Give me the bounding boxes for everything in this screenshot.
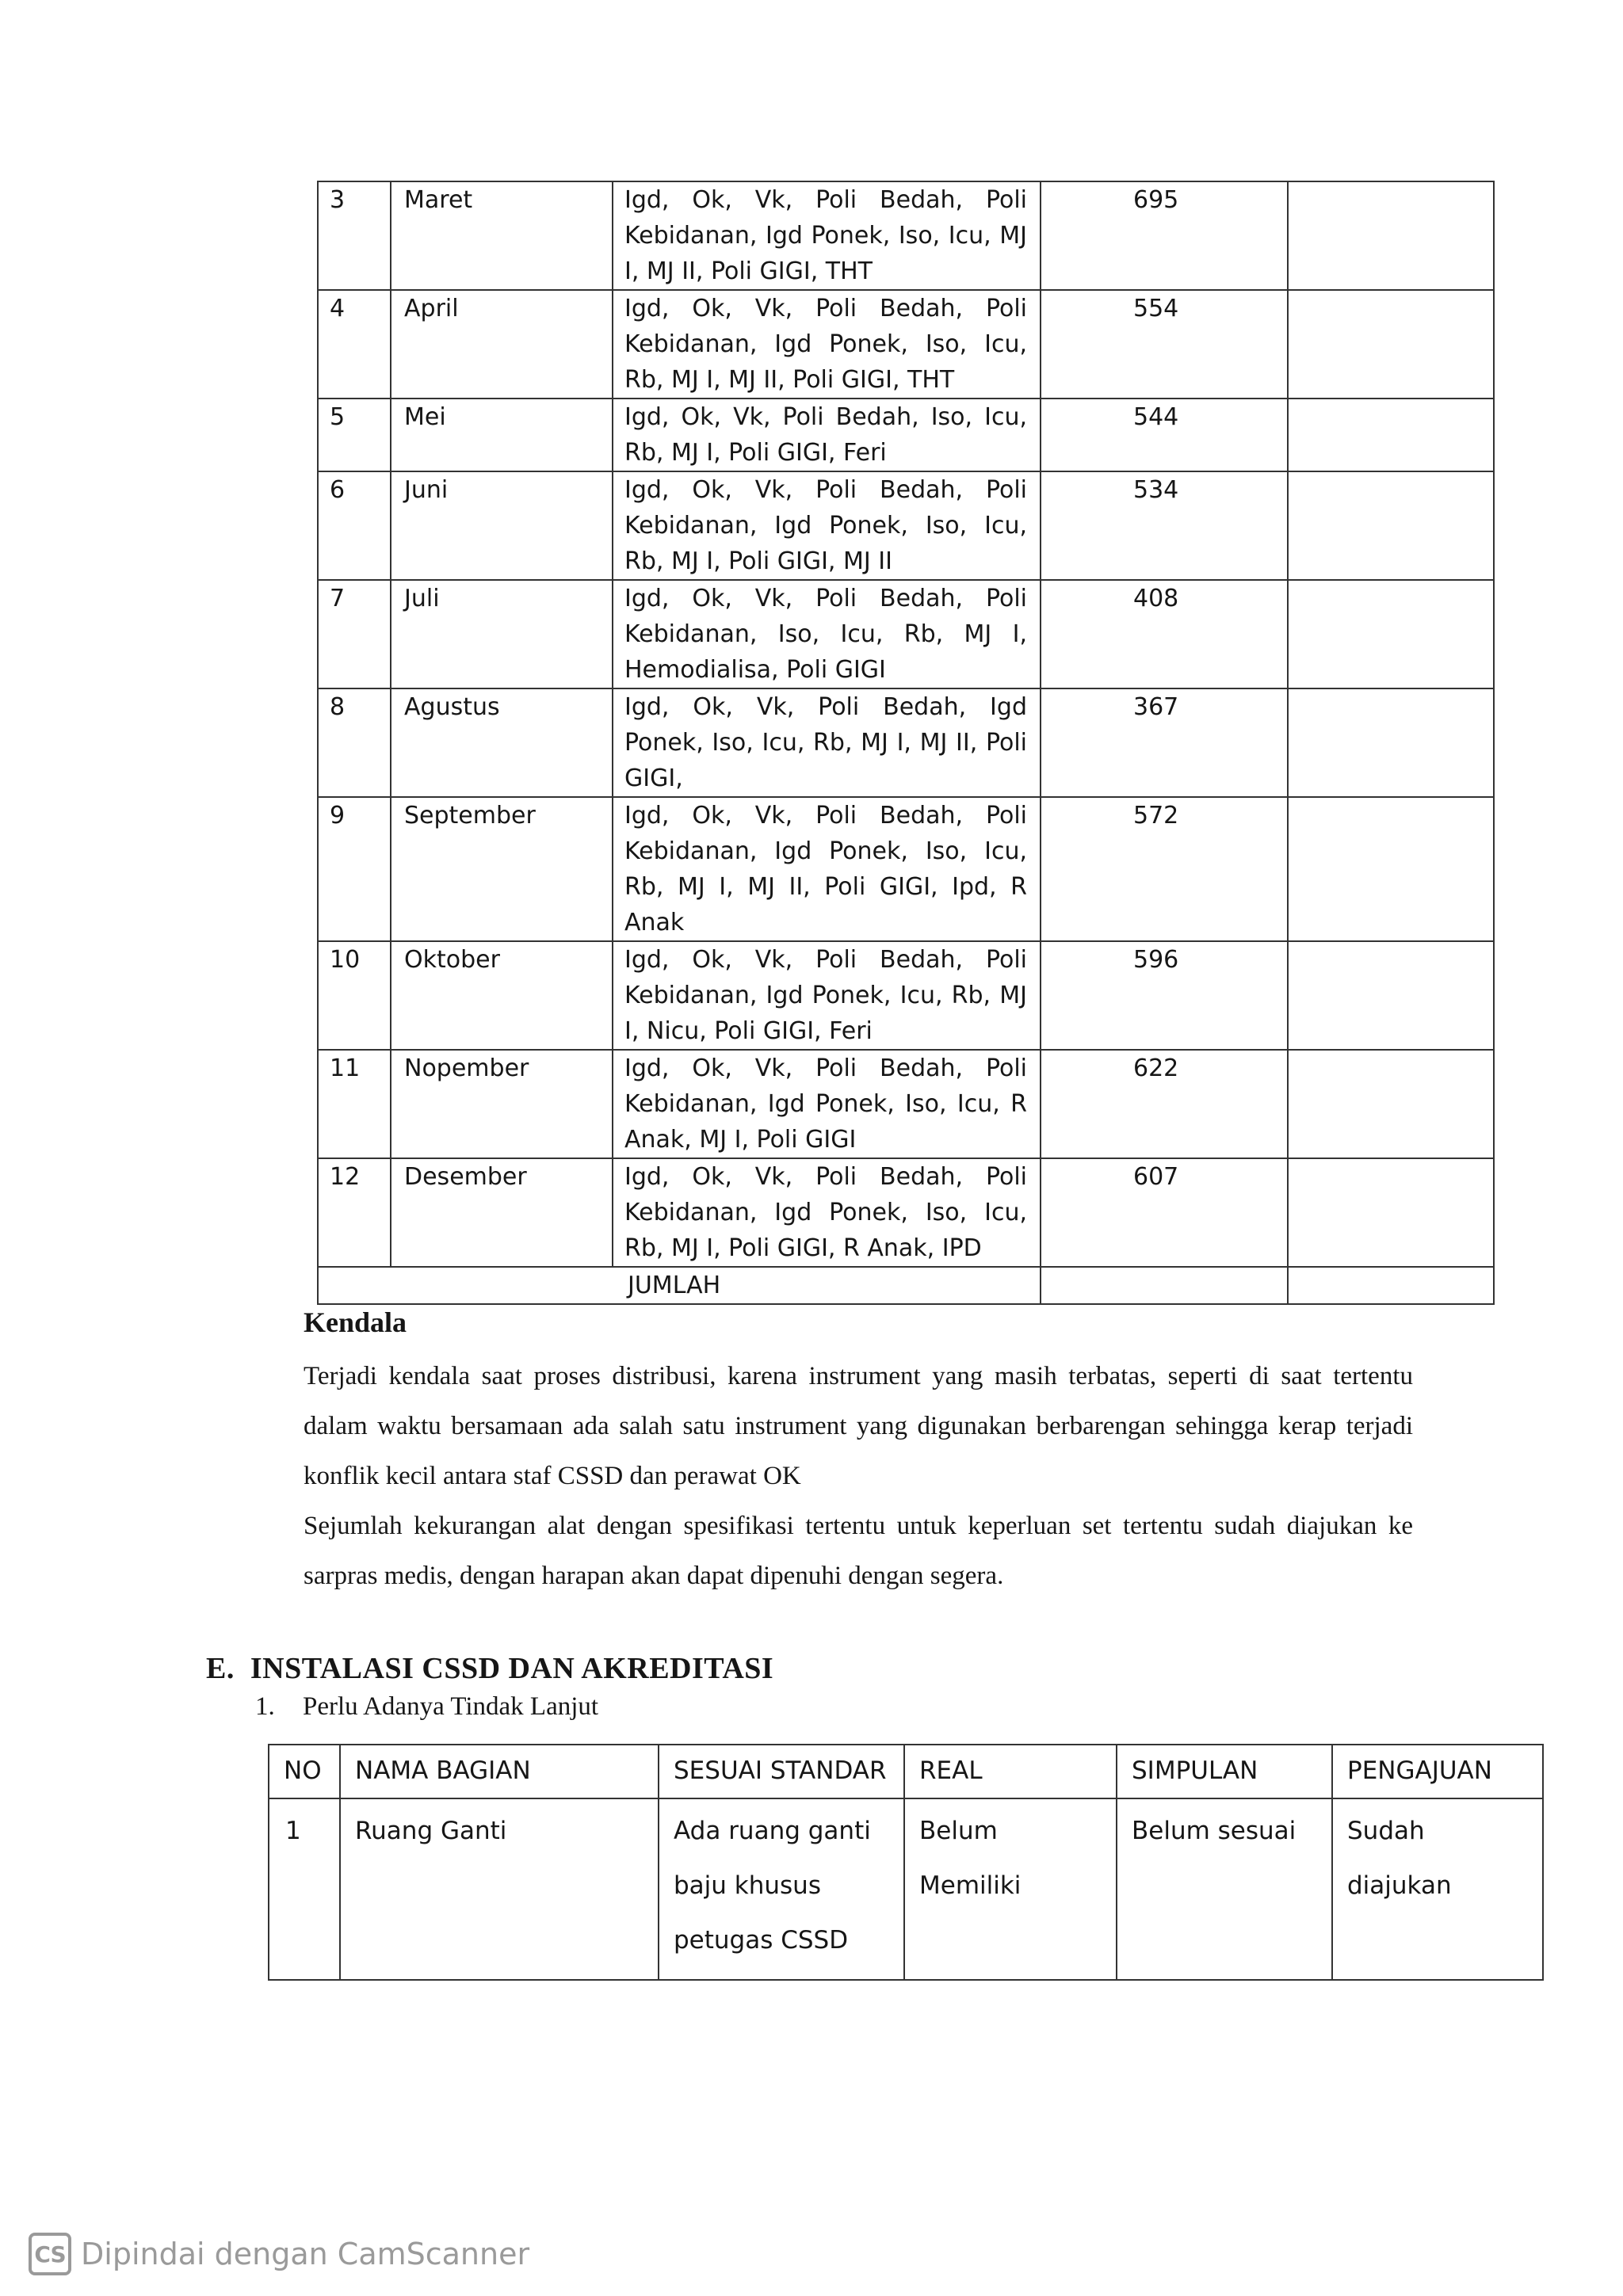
row-units: Igd, Ok, Vk, Poli Bedah, Igd Ponek, Iso, Icu, Rb, MJ I, MJ II, Poli GIGI, — [613, 688, 1041, 797]
table-row — [318, 580, 1494, 688]
row-number: 6 — [318, 471, 391, 580]
row-extra — [1288, 181, 1494, 290]
kendala-heading: Kendala — [304, 1306, 407, 1338]
row-number: 3 — [318, 181, 391, 290]
header-simpulan: SIMPULAN — [1117, 1745, 1332, 1798]
row-number: 11 — [318, 1050, 391, 1158]
row-month: September — [391, 797, 613, 941]
total-label: JUMLAH — [318, 1267, 1041, 1304]
row-extra — [1288, 399, 1494, 471]
row-month: April — [391, 290, 613, 399]
cell-pengajuan: Sudah diajukan — [1332, 1798, 1543, 1980]
cssd-followup-table — [268, 1744, 1544, 1981]
row-month: Agustus — [391, 688, 613, 797]
kendala-text — [304, 1352, 1413, 1601]
cell-simpulan: Belum sesuai — [1117, 1798, 1332, 1980]
header-sesuai-standar: SESUAI STANDAR — [659, 1745, 904, 1798]
watermark-text: Dipindai dengan CamScanner — [81, 2237, 530, 2271]
subheading-number: 1. — [255, 1692, 275, 1721]
table-row — [318, 290, 1494, 399]
row-extra — [1288, 1158, 1494, 1267]
row-month: Oktober — [391, 941, 613, 1050]
row-units: Igd, Ok, Vk, Poli Bedah, Poli Kebidanan, Igd Ponek, Iso, Icu, Rb, MJ I, Poli GIGI, R Anak, IPD — [613, 1158, 1041, 1267]
row-month: Juni — [391, 471, 613, 580]
row-count: 544 — [1041, 399, 1288, 471]
total-count-cell — [1041, 1267, 1288, 1304]
distribution-table-body — [318, 181, 1494, 1304]
row-number: 5 — [318, 399, 391, 471]
row-units: Igd, Ok, Vk, Poli Bedah, Poli Kebidanan, Iso, Icu, Rb, MJ I, Hemodialisa, Poli GIGI — [613, 580, 1041, 688]
row-units: Igd, Ok, Vk, Poli Bedah, Poli Kebidanan, Igd Ponek, Iso, Icu, Rb, MJ I, MJ II, Poli GIGI, Ipd, R Anak — [613, 797, 1041, 941]
row-units: Igd, Ok, Vk, Poli Bedah, Poli Kebidanan, Igd Ponek, Iso, Icu, R Anak, MJ I, Poli GIGI — [613, 1050, 1041, 1158]
row-extra — [1288, 580, 1494, 688]
row-count: 695 — [1041, 181, 1288, 290]
row-month: Maret — [391, 181, 613, 290]
row-number: 9 — [318, 797, 391, 941]
row-units: Igd, Ok, Vk, Poli Bedah, Iso, Icu, Rb, MJ I, Poli GIGI, Feri — [613, 399, 1041, 471]
row-count: 596 — [1041, 941, 1288, 1050]
header-nama-bagian: NAMA BAGIAN — [340, 1745, 659, 1798]
table-row — [318, 797, 1494, 941]
row-count: 554 — [1041, 290, 1288, 399]
header-no: NO — [269, 1745, 340, 1798]
row-units: Igd, Ok, Vk, Poli Bedah, Poli Kebidanan, Igd Ponek, Iso, Icu, Rb, MJ I, Poli GIGI, MJ II — [613, 471, 1041, 580]
total-row — [318, 1267, 1494, 1304]
row-extra — [1288, 471, 1494, 580]
row-units: Igd, Ok, Vk, Poli Bedah, Poli Kebidanan, Igd Ponek, Iso, Icu, MJ I, MJ II, Poli GIGI, THT — [613, 181, 1041, 290]
table-row — [269, 1798, 1543, 1980]
header-real: REAL — [904, 1745, 1117, 1798]
cell-nama-bagian: Ruang Ganti — [340, 1798, 659, 1980]
table-row — [318, 471, 1494, 580]
row-number: 8 — [318, 688, 391, 797]
table-row — [318, 181, 1494, 290]
row-month: Nopember — [391, 1050, 613, 1158]
row-extra — [1288, 941, 1494, 1050]
table-row — [318, 1050, 1494, 1158]
distribution-table — [317, 181, 1495, 1305]
table-row — [318, 941, 1494, 1050]
row-number: 7 — [318, 580, 391, 688]
table-row — [318, 1158, 1494, 1267]
subheading-text: Perlu Adanya Tindak Lanjut — [303, 1692, 599, 1721]
row-count: 408 — [1041, 580, 1288, 688]
table-row — [318, 399, 1494, 471]
section-e-subheading — [255, 1692, 598, 1722]
row-number: 4 — [318, 290, 391, 399]
camscanner-logo-icon: CS — [29, 2233, 71, 2275]
row-extra — [1288, 797, 1494, 941]
row-count: 622 — [1041, 1050, 1288, 1158]
row-units: Igd, Ok, Vk, Poli Bedah, Poli Kebidanan, Igd Ponek, Icu, Rb, MJ I, Nicu, Poli GIGI, Feri — [613, 941, 1041, 1050]
row-number: 12 — [318, 1158, 391, 1267]
row-number: 10 — [318, 941, 391, 1050]
section-e-title: E. INSTALASI CSSD DAN AKREDITASI — [206, 1652, 774, 1685]
header-row — [269, 1745, 1543, 1798]
row-count: 607 — [1041, 1158, 1288, 1267]
header-pengajuan: PENGAJUAN — [1332, 1745, 1543, 1798]
row-count: 367 — [1041, 688, 1288, 797]
kendala-paragraph-2: Sejumlah kekurangan alat dengan spesifikasi tertentu untuk keperluan set tertentu sudah diajukan ke sarpras medis, dengan harapan akan dapat dipenuhi dengan segera. — [304, 1512, 1413, 1590]
row-extra — [1288, 688, 1494, 797]
row-units: Igd, Ok, Vk, Poli Bedah, Poli Kebidanan, Igd Ponek, Iso, Icu, Rb, MJ I, MJ II, Poli GIGI, THT — [613, 290, 1041, 399]
kendala-paragraph-1: Terjadi kendala saat proses distribusi, karena instrument yang masih terbatas, seperti di saat tertentu dalam waktu bersamaan ada salah satu instrument yang digunakan berbarengan sehingga kerap terjadi konflik kecil antara staf CSSD dan perawat OK — [304, 1362, 1413, 1490]
row-extra — [1288, 290, 1494, 399]
cell-real: Belum Memiliki — [904, 1798, 1117, 1980]
row-month: Juli — [391, 580, 613, 688]
cell-sesuai-standar: Ada ruang ganti baju khusus petugas CSSD — [659, 1798, 904, 1980]
total-extra-cell — [1288, 1267, 1494, 1304]
table-row — [318, 688, 1494, 797]
row-month: Mei — [391, 399, 613, 471]
camscanner-watermark — [29, 2233, 529, 2275]
row-count: 534 — [1041, 471, 1288, 580]
row-month: Desember — [391, 1158, 613, 1267]
row-extra — [1288, 1050, 1494, 1158]
row-count: 572 — [1041, 797, 1288, 941]
cell-no: 1 — [269, 1798, 340, 1980]
